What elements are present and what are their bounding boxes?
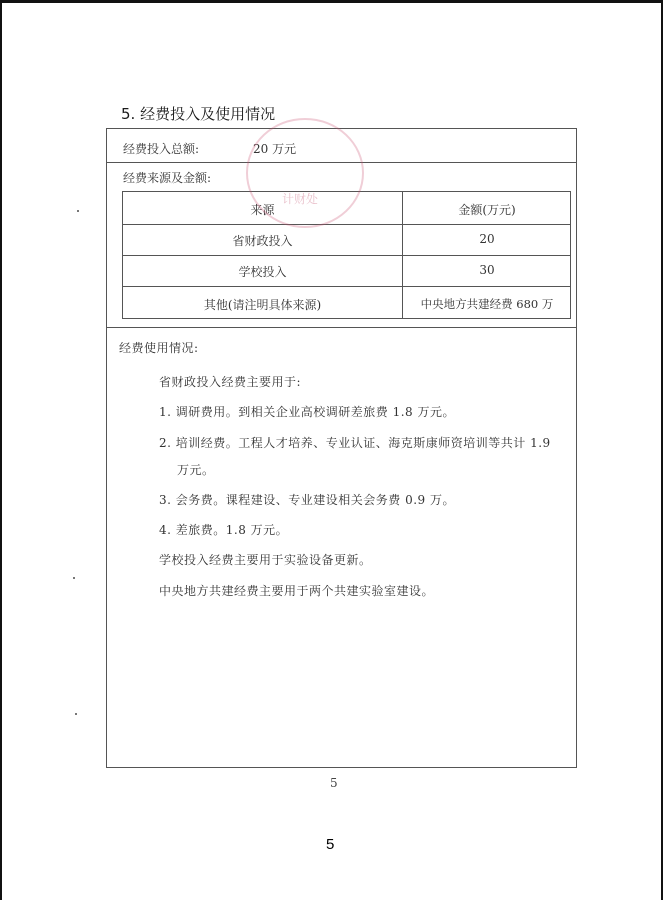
table-cell-source: 学校投入 <box>238 265 287 279</box>
usage-item: 2. 培训经费。工程人才培养、专业认证、海克斯康师资培训等共计 1.9 <box>159 436 551 450</box>
school-funding-note: 学校投入经费主要用于实验设备更新。 <box>159 553 372 567</box>
table-row-divider <box>123 255 570 256</box>
usage-item: 3. 会务费。课程建设、专业建设相关会务费 0.9 万。 <box>159 493 455 507</box>
scan-speck <box>73 577 75 579</box>
scan-speck <box>77 210 79 212</box>
usage-item: 1. 调研费用。到相关企业高校调研差旅费 1.8 万元。 <box>159 405 455 419</box>
scanned-page-number: 5 <box>330 776 338 790</box>
table-header-amount: 金额(万元) <box>458 203 516 217</box>
funding-sources-label: 经费来源及金额: <box>123 171 212 185</box>
scan-speck <box>75 713 77 715</box>
official-seal-text: 计财处 <box>282 192 319 206</box>
funding-form-box <box>106 128 577 768</box>
viewer-top-border <box>0 0 663 3</box>
table-cell-source: 省财政投入 <box>232 234 293 248</box>
viewer-page-number: 5 <box>326 836 335 853</box>
usage-label: 经费使用情况: <box>119 341 199 355</box>
central-funding-note: 中央地方共建经费主要用于两个共建实验室建设。 <box>159 584 435 598</box>
table-cell-source: 其他(请注明具体来源) <box>203 298 322 312</box>
official-seal <box>246 118 364 228</box>
row-divider <box>107 327 576 328</box>
viewer-left-border <box>0 0 2 900</box>
table-cell-amount: 30 <box>479 263 495 277</box>
table-row-divider <box>123 224 570 225</box>
total-funding-value: 20 万元 <box>253 142 297 156</box>
usage-item-continuation: 万元。 <box>177 463 215 477</box>
usage-intro: 省财政投入经费主要用于: <box>159 375 302 389</box>
table-row-divider <box>123 286 570 287</box>
table-cell-amount: 20 <box>479 232 495 246</box>
table-header-source: 来源 <box>250 203 275 217</box>
table-cell-amount: 中央地方共建经费 680 万 <box>420 297 554 311</box>
total-funding-label: 经费投入总额: <box>123 142 200 156</box>
usage-item: 4. 差旅费。1.8 万元。 <box>159 523 289 537</box>
section-title: 5. 经费投入及使用情况 <box>121 105 276 123</box>
